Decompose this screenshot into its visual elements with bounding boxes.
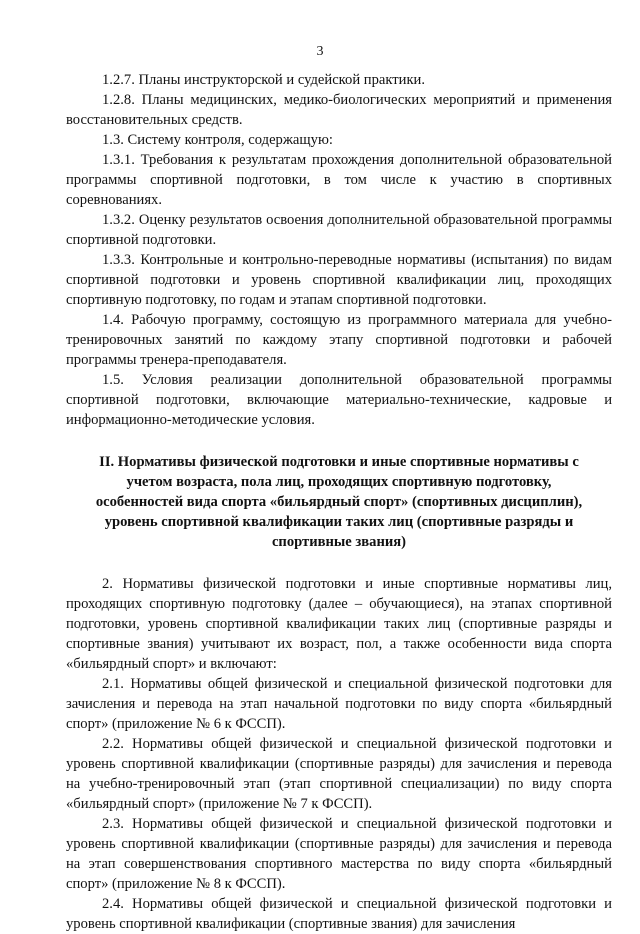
paragraph-1-5: 1.5. Условия реализации дополнительной образовательной программы спортивной подготовки, включающие материально-технические, кадровые и информационно-методические условия.	[66, 372, 612, 428]
paragraph-1-2-7: 1.2.7. Планы инструкторской и судейской практики.	[102, 72, 425, 88]
paragraph-1-4: 1.4. Рабочую программу, состоящую из программного материала для учебно-тренировочных занятий по каждому этапу спортивной подготовки и рабочей программы тренера-преподавателя.	[66, 312, 612, 368]
document-body	[66, 70, 612, 934]
page-number: 3	[316, 44, 324, 59]
paragraph-1-3-1: 1.3.1. Требования к результатам прохождения дополнительной образовательной программы спортивной подготовки, в том числе к участию в спортивных соревнованиях.	[66, 152, 612, 208]
section-title: II. Нормативы физической подготовки и иные спортивные нормативы с учетом возраста, пола лиц, проходящих спортивную подготовку, особенностей вида спорта «бильярдный спорт» (спортивных дисциплин), уровень спортивной квалификации таких лиц (спортивные разряды и спортивные звания)	[95, 454, 583, 550]
paragraph-2: 2. Нормативы физической подготовки и иные спортивные нормативы лиц, проходящих спортивную подготовку (далее – обучающиеся), на этапах спортивной подготовки, уровень спортивной квалификации таких лиц (спортивные разряды и спортивные звания) учитывают их возраст, пол, а также особенности вида спорта «бильярдный спорт» и включают:	[66, 576, 612, 672]
paragraph-1-2-8: 1.2.8. Планы медицинских, медико-биологических мероприятий и применения восстановительных средств.	[66, 92, 612, 128]
paragraph-2-2: 2.2. Нормативы общей физической и специальной физической подготовки и уровень спортивной квалификации (спортивные разряды) для зачисления и перевода на учебно-тренировочный этап (этап спортивной специализации) по виду спорта «бильярдный спорт» (приложение № 7 к ФССП).	[66, 736, 612, 812]
paragraph-1-3-3: 1.3.3. Контрольные и контрольно-переводные нормативы (испытания) по видам спортивной подготовки и уровень спортивной квалификации лиц, проходящих спортивную подготовку, по годам и этапам спортивной подготовки.	[66, 252, 612, 308]
paragraph-2-3: 2.3. Нормативы общей физической и специальной физической подготовки и уровень спортивной квалификации (спортивные разряды) для зачисления и перевода на этап совершенствования спортивного мастерства по виду спорта «бильярдный спорт» (приложение № 8 к ФССП).	[66, 816, 612, 892]
paragraph-2-4: 2.4. Нормативы общей физической и специальной физической подготовки и уровень спортивной квалификации (спортивные звания) для зачисления	[66, 896, 612, 932]
paragraph-1-3-2: 1.3.2. Оценку результатов освоения дополнительной образовательной программы спортивной подготовки.	[66, 212, 612, 248]
paragraph-1-3: 1.3. Систему контроля, содержащую:	[102, 132, 333, 148]
paragraph-2-1: 2.1. Нормативы общей физической и специальной физической подготовки для зачисления и перевода на этап начальной подготовки по виду спорта «бильярдный спорт» (приложение № 6 к ФССП).	[66, 676, 612, 732]
